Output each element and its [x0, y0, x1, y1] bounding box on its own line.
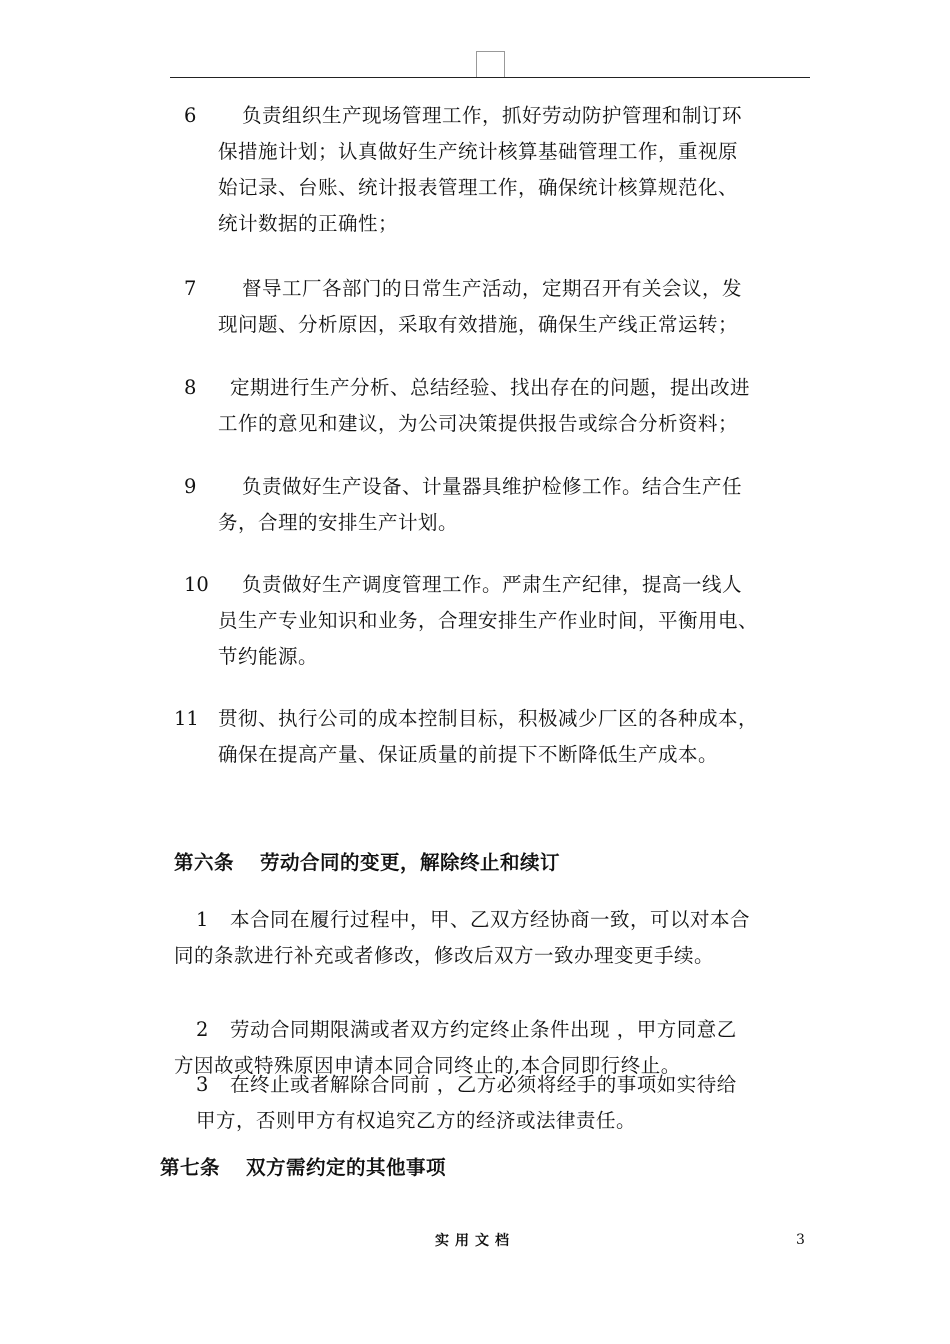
item-number: 8: [184, 376, 197, 399]
item-line: 工作的意见和建议，为公司决策提供报告或综合分析资料；: [218, 412, 739, 435]
item-number: 7: [184, 277, 197, 300]
item-line: 定期进行生产分析、总结经验、找出存在的问题，提出改进: [230, 376, 751, 399]
item-number: 11: [174, 707, 199, 730]
page-number: 3: [796, 1232, 805, 1248]
para-line: 方因故或特殊原因申请本同合同终止的,本合同即行终止。: [174, 1054, 681, 1077]
item-line: 负责做好生产设备、计量器具维护检修工作。结合生产任: [242, 475, 743, 498]
footer-doc-label: 实用文档: [435, 1233, 515, 1249]
item-line: 贯彻、执行公司的成本控制目标，积极减少厂区的各种成本，: [218, 707, 759, 730]
item-line: 员生产专业知识和业务，合理安排生产作业时间，平衡用电、: [218, 609, 759, 632]
item-line: 现问题、分析原因，采取有效措施，确保生产线正常运转；: [218, 313, 739, 336]
item-line: 保措施计划；认真做好生产统计核算基础管理工作，重视原: [218, 140, 739, 163]
para-number: 3: [196, 1073, 209, 1096]
para-line: 劳动合同期限满或者双方约定终止条件出现 ，甲方同意乙: [230, 1018, 737, 1041]
article-heading: [160, 1150, 446, 1186]
para-line: 甲方，否则甲方有权追究乙方的经济或法律责任。: [196, 1109, 637, 1132]
item-line: 负责组织生产现场管理工作，抓好劳动防护管理和制订环: [242, 104, 743, 127]
item-line: 统计数据的正确性；: [218, 212, 399, 235]
item-line: 负责做好生产调度管理工作。严肃生产纪律，提高一线人: [242, 573, 743, 596]
item-line: 节约能源。: [218, 645, 319, 668]
para-number: 2: [196, 1018, 209, 1041]
item-line: 务，合理的安排生产计划。: [218, 511, 459, 534]
article-title: 劳动合同的变更，解除终止和续订: [260, 851, 561, 874]
para-line: 在终止或者解除合同前 ，乙方必须将经手的事项如实待给: [230, 1073, 737, 1096]
article-heading: [174, 845, 560, 881]
item-number: 9: [184, 475, 197, 498]
article-label: 第七条: [160, 1156, 221, 1179]
item-line: 确保在提高产量、保证质量的前提下不断降低生产成本。: [218, 743, 719, 766]
header-page-box: [476, 51, 505, 77]
item-line: 督导工厂各部门的日常生产活动，定期召开有关会议，发: [242, 277, 743, 300]
item-number: 6: [184, 104, 197, 127]
para-line: 本合同在履行过程中，甲、乙双方经协商一致，可以对本合: [230, 908, 751, 931]
item-number: 10: [184, 573, 209, 596]
header-rule: [170, 77, 810, 78]
article-title: 双方需约定的其他事项: [246, 1156, 447, 1179]
article-label: 第六条: [174, 851, 235, 874]
item-line: 始记录、台账、统计报表管理工作，确保统计核算规范化、: [218, 176, 739, 199]
para-number: 1: [196, 908, 209, 931]
para-line: 同的条款进行补充或者修改，修改后双方一致办理变更手续。: [174, 944, 715, 967]
